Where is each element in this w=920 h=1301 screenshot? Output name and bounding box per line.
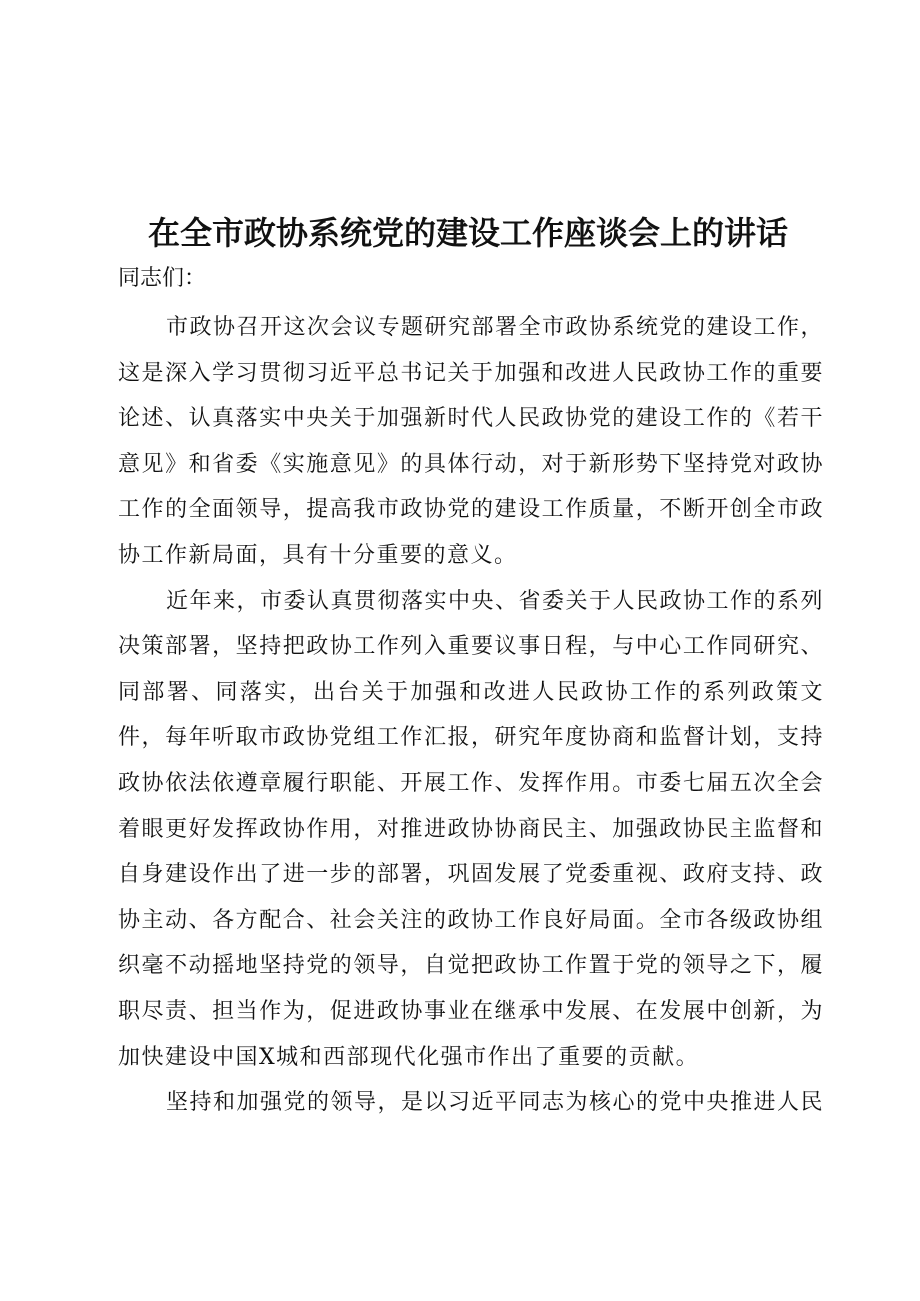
document-body — [118, 210, 824, 1126]
document-title: 在全市政协系统党的建设工作座谈会上的讲话 — [147, 214, 788, 252]
paragraph-3: 坚持和加强党的领导，是以习近平同志为核心的党中央推进人民 — [166, 1090, 825, 1116]
paragraph-1: 市政协召开这次会议专题研究部署全市政协系统党的建设工作，这是深入学习贯彻习近平总书记关于加强和改进人民政协工作的重要论述、认真落实中央关于加强新时代人民政协党的建设工作的《若干意见》和省委《实施意见》的具体行动，对于新形势下坚持党对政协工作的全面领导，提高我市政协党的建设工作质量，不断开创全市政协工作新局面，具有十分重要的意义。 — [118, 315, 825, 568]
salutation: 同志们： — [118, 266, 207, 291]
paragraph-2: 近年来，市委认真贯彻落实中央、省委关于人民政协工作的系列决策部署，坚持把政协工作列入重要议事日程，与中心工作同研究、同部署、同落实，出台关于加强和改进人民政协工作的系列政策文件，每年听取市政协党组工作汇报，研究年度协商和监督计划，支持政协依法依遵章履行职能、开展工作、发挥作用。市委七届五次全会着眼更好发挥政协作用，对推进政协协商民主、加强政协民主监督和自身建设作出了进一步的部署，巩固发展了党委重视、政府支持、政协主动、各方配合、社会关注的政协工作良好局面。全市各级政协组织毫不动摇地坚持党的领导，自觉把政协工作置于党的领导之下，履职尽责、担当作为，促进政协事业在继承中发展、在发展中创新，为加快建设中国X城和西部现代化强市作出了重要的贡献。 — [118, 588, 825, 1070]
